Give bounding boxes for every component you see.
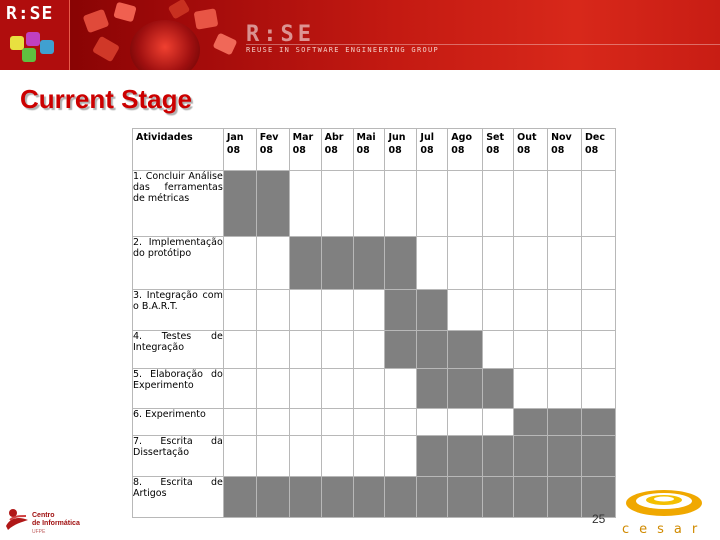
gantt-cell-filled (548, 436, 582, 477)
puzzle-piece-icon (22, 48, 36, 62)
gantt-cell-empty (483, 171, 514, 237)
gantt-cell-filled (483, 477, 514, 518)
gantt-cell-filled (223, 171, 256, 237)
gantt-cell-filled (289, 477, 321, 518)
gantt-cell-filled (385, 477, 417, 518)
gantt-cell-empty (353, 369, 385, 409)
gantt-cell-filled (448, 436, 483, 477)
gantt-cell-filled (417, 290, 448, 331)
gantt-cell-empty (448, 171, 483, 237)
month-header: Ago 08 (448, 129, 483, 171)
month-header: Mai 08 (353, 129, 385, 171)
gantt-cell-empty (321, 331, 353, 369)
gantt-cell-empty (385, 409, 417, 436)
month-header: Dec 08 (582, 129, 616, 171)
gantt-cell-empty (448, 237, 483, 290)
table-row (133, 369, 616, 409)
gantt-cell-filled (548, 409, 582, 436)
month-header: Jul 08 (417, 129, 448, 171)
gantt-cell-empty (385, 436, 417, 477)
gantt-cell-empty (385, 369, 417, 409)
gantt-cell-filled (385, 237, 417, 290)
rise-subtitle: REUSE IN SOFTWARE ENGINEERING GROUP (246, 46, 440, 54)
gantt-cell-filled (256, 171, 289, 237)
activity-label: 8. Escrita de Artigos (133, 477, 224, 518)
activity-label: 3. Integração com o B.A.R.T. (133, 290, 224, 331)
gantt-cell-empty (582, 290, 616, 331)
rise-logo-text: R:SE (6, 3, 54, 24)
table-row (133, 436, 616, 477)
gantt-cell-filled (321, 477, 353, 518)
month-header: Out 08 (514, 129, 548, 171)
gantt-cell-empty (256, 409, 289, 436)
gantt-cell-empty (483, 290, 514, 331)
gantt-cell-empty (289, 171, 321, 237)
gantt-cell-empty (582, 171, 616, 237)
gantt-cell-filled (448, 369, 483, 409)
table-row (133, 331, 616, 369)
activity-label: 5. Elaboração do Experimento (133, 369, 224, 409)
month-header: Fev 08 (256, 129, 289, 171)
cesar-logo-text: cesar (622, 522, 708, 537)
gantt-cell-empty (223, 331, 256, 369)
gantt-cell-empty (256, 369, 289, 409)
schedule-table (132, 128, 616, 518)
month-header: Mar 08 (289, 129, 321, 171)
gantt-cell-empty (548, 369, 582, 409)
gantt-cell-filled (289, 237, 321, 290)
gantt-cell-filled (514, 477, 548, 518)
gantt-cell-empty (483, 331, 514, 369)
gantt-cell-filled (385, 290, 417, 331)
cin-logo-icon (4, 504, 32, 532)
gantt-cell-filled (417, 331, 448, 369)
cin-logo-text: Centro de Informática UFPE (32, 512, 80, 535)
activities-header: Atividades (133, 129, 224, 171)
gantt-cell-empty (321, 290, 353, 331)
gantt-cell-filled (417, 436, 448, 477)
gantt-cell-empty (514, 237, 548, 290)
gantt-cell-empty (256, 237, 289, 290)
gantt-cell-empty (448, 409, 483, 436)
table-row (133, 477, 616, 518)
cesar-logo (618, 486, 718, 540)
gantt-cell-empty (514, 171, 548, 237)
gantt-cell-filled (548, 477, 582, 518)
gantt-cell-empty (483, 237, 514, 290)
gantt-cell-empty (353, 409, 385, 436)
table-row (133, 237, 616, 290)
gantt-cell-empty (514, 290, 548, 331)
slide-title: Current Stage (20, 84, 192, 114)
gantt-cell-empty (548, 237, 582, 290)
page-number: 25 (592, 512, 606, 526)
table-row (133, 409, 616, 436)
gantt-cell-empty (353, 290, 385, 331)
gantt-cell-empty (256, 436, 289, 477)
gantt-cell-filled (483, 369, 514, 409)
activity-label: 2. Implementação do protótipo (133, 237, 224, 290)
gantt-cell-empty (514, 331, 548, 369)
gantt-cell-empty (417, 409, 448, 436)
gantt-cell-empty (582, 369, 616, 409)
gantt-cell-empty (321, 369, 353, 409)
gantt-cell-filled (417, 369, 448, 409)
gantt-cell-empty (223, 409, 256, 436)
month-header: Jun 08 (385, 129, 417, 171)
gantt-cell-filled (417, 477, 448, 518)
gantt-cell-empty (289, 409, 321, 436)
header-banner (0, 0, 720, 70)
puzzle-piece-icon (40, 40, 54, 54)
banner-divider (246, 44, 720, 45)
month-header: Nov 08 (548, 129, 582, 171)
gantt-cell-empty (353, 436, 385, 477)
table-row (133, 171, 616, 237)
gantt-cell-empty (385, 171, 417, 237)
gantt-cell-filled (353, 477, 385, 518)
gantt-cell-filled (353, 237, 385, 290)
gantt-cell-empty (548, 331, 582, 369)
gantt-cell-filled (223, 477, 256, 518)
gantt-cell-filled (256, 477, 289, 518)
gantt-cell-filled (448, 331, 483, 369)
rise-brand-text: R:SE (246, 22, 315, 47)
table-header-row (133, 129, 616, 171)
gantt-cell-empty (483, 409, 514, 436)
gantt-cell-empty (223, 290, 256, 331)
table-row (133, 290, 616, 331)
gantt-cell-empty (289, 436, 321, 477)
gantt-cell-empty (223, 436, 256, 477)
gantt-cell-filled (514, 409, 548, 436)
gantt-cell-filled (582, 436, 616, 477)
gantt-cell-empty (448, 290, 483, 331)
activity-label: 6. Experimento (133, 409, 224, 436)
cesar-logo-icon (624, 488, 704, 518)
gantt-cell-empty (321, 409, 353, 436)
gantt-cell-empty (548, 171, 582, 237)
gantt-cell-empty (289, 331, 321, 369)
gantt-cell-empty (256, 290, 289, 331)
gantt-cell-empty (417, 237, 448, 290)
gantt-cell-empty (353, 331, 385, 369)
month-header: Jan 08 (223, 129, 256, 171)
month-header: Set 08 (483, 129, 514, 171)
gantt-cell-empty (582, 237, 616, 290)
rise-logo (0, 0, 70, 70)
gantt-cell-empty (256, 331, 289, 369)
month-header: Abr 08 (321, 129, 353, 171)
activity-label: 4. Testes de Integração (133, 331, 224, 369)
puzzle-piece-icon (26, 32, 40, 46)
gantt-cell-filled (514, 436, 548, 477)
gantt-cell-empty (223, 237, 256, 290)
gantt-cell-filled (582, 409, 616, 436)
gantt-cell-filled (483, 436, 514, 477)
gantt-cell-empty (289, 290, 321, 331)
gantt-cell-empty (289, 369, 321, 409)
gantt-cell-empty (321, 436, 353, 477)
gantt-cell-empty (353, 171, 385, 237)
gantt-cell-empty (417, 171, 448, 237)
cin-logo (4, 498, 94, 538)
gantt-cell-filled (448, 477, 483, 518)
gantt-cell-filled (321, 237, 353, 290)
activity-label: 7. Escrita da Dissertação (133, 436, 224, 477)
gantt-cell-filled (385, 331, 417, 369)
gantt-cell-empty (514, 369, 548, 409)
gantt-cell-empty (321, 171, 353, 237)
gantt-cell-empty (223, 369, 256, 409)
gantt-cell-empty (548, 290, 582, 331)
gantt-cell-empty (582, 331, 616, 369)
activity-label: 1. Concluir Análise das ferramentas de métricas (133, 171, 224, 237)
